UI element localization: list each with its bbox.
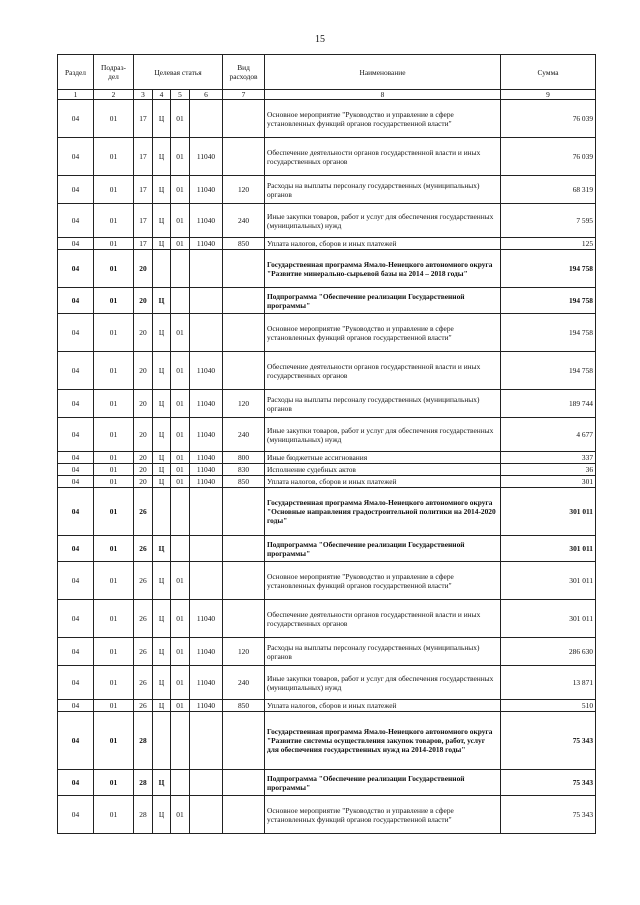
cell-cs-direction: 11040	[190, 204, 223, 238]
cell-cs-program: 20	[134, 418, 153, 452]
cell-cs-subprogram: Ц	[153, 418, 171, 452]
cell-cs-event	[171, 536, 190, 562]
cell-cs-program: 26	[134, 488, 153, 536]
cell-podrazdel: 01	[94, 452, 134, 464]
cell-razdel: 04	[58, 770, 94, 796]
cell-summa: 76 039	[501, 138, 596, 176]
budget-table	[57, 54, 596, 834]
cell-cs-subprogram: Ц	[153, 238, 171, 250]
cell-vid-rashodov: 240	[223, 204, 265, 238]
cell-podrazdel: 01	[94, 176, 134, 204]
cell-cs-event: 01	[171, 418, 190, 452]
cell-cs-direction: 11040	[190, 638, 223, 666]
cell-naimenovanie: Обеспечение деятельности органов государственной власти и иных государственных органов	[265, 600, 501, 638]
cell-cs-subprogram: Ц	[153, 176, 171, 204]
cell-cs-program: 17	[134, 238, 153, 250]
cell-naimenovanie: Иные бюджетные ассигнования	[265, 452, 501, 464]
cell-cs-direction	[190, 536, 223, 562]
cell-cs-subprogram: Ц	[153, 390, 171, 418]
cell-razdel: 04	[58, 464, 94, 476]
cell-cs-event: 01	[171, 476, 190, 488]
col-index: 9	[501, 90, 596, 100]
cell-razdel: 04	[58, 562, 94, 600]
cell-podrazdel: 01	[94, 666, 134, 700]
cell-summa: 194 758	[501, 250, 596, 288]
col-index: 3	[134, 90, 153, 100]
cell-naimenovanie: Расходы на выплаты персоналу государственных (муниципальных) органов	[265, 390, 501, 418]
cell-vid-rashodov	[223, 250, 265, 288]
cell-summa: 301 011	[501, 600, 596, 638]
cell-podrazdel: 01	[94, 536, 134, 562]
cell-cs-direction: 11040	[190, 666, 223, 700]
cell-cs-program: 17	[134, 176, 153, 204]
col-index: 4	[153, 90, 171, 100]
col-index: 7	[223, 90, 265, 100]
cell-summa: 301 011	[501, 488, 596, 536]
table-row	[58, 700, 596, 712]
cell-vid-rashodov	[223, 138, 265, 176]
cell-razdel: 04	[58, 536, 94, 562]
col-index: 6	[190, 90, 223, 100]
col-index: 5	[171, 90, 190, 100]
cell-cs-program: 20	[134, 314, 153, 352]
cell-cs-event: 01	[171, 314, 190, 352]
cell-naimenovanie: Расходы на выплаты персоналу государственных (муниципальных) органов	[265, 638, 501, 666]
table-row	[58, 600, 596, 638]
cell-summa: 337	[501, 452, 596, 464]
cell-podrazdel: 01	[94, 600, 134, 638]
cell-vid-rashodov: 850	[223, 476, 265, 488]
cell-cs-event	[171, 770, 190, 796]
cell-cs-direction: 11040	[190, 390, 223, 418]
cell-cs-program: 26	[134, 562, 153, 600]
cell-cs-program: 20	[134, 250, 153, 288]
cell-cs-event: 01	[171, 176, 190, 204]
cell-vid-rashodov	[223, 562, 265, 600]
cell-cs-program: 20	[134, 288, 153, 314]
col-index: 2	[94, 90, 134, 100]
cell-cs-program: 28	[134, 770, 153, 796]
cell-summa: 301	[501, 476, 596, 488]
cell-cs-program: 20	[134, 464, 153, 476]
cell-razdel: 04	[58, 352, 94, 390]
cell-cs-event: 01	[171, 700, 190, 712]
cell-cs-event	[171, 288, 190, 314]
cell-cs-direction	[190, 288, 223, 314]
table-row	[58, 488, 596, 536]
table-row	[58, 250, 596, 288]
table-row	[58, 536, 596, 562]
cell-vid-rashodov: 830	[223, 464, 265, 476]
cell-naimenovanie: Уплата налогов, сборов и иных платежей	[265, 476, 501, 488]
table-row	[58, 666, 596, 700]
table-row	[58, 390, 596, 418]
table-row	[58, 712, 596, 770]
cell-cs-direction: 11040	[190, 352, 223, 390]
header-vid-rashodov: Вид расходов	[223, 55, 265, 90]
cell-cs-subprogram	[153, 712, 171, 770]
cell-podrazdel: 01	[94, 390, 134, 418]
cell-naimenovanie: Иные закупки товаров, работ и услуг для обеспечения государственных (муниципальных) нужд	[265, 418, 501, 452]
cell-vid-rashodov	[223, 536, 265, 562]
cell-vid-rashodov: 120	[223, 638, 265, 666]
cell-cs-program: 20	[134, 452, 153, 464]
cell-podrazdel: 01	[94, 100, 134, 138]
cell-razdel: 04	[58, 100, 94, 138]
cell-podrazdel: 01	[94, 476, 134, 488]
cell-cs-direction	[190, 796, 223, 834]
cell-cs-event: 01	[171, 100, 190, 138]
cell-cs-event: 01	[171, 452, 190, 464]
cell-cs-direction	[190, 100, 223, 138]
cell-razdel: 04	[58, 712, 94, 770]
cell-cs-event: 01	[171, 638, 190, 666]
header-razdel: Раздел	[58, 55, 94, 90]
cell-razdel: 04	[58, 288, 94, 314]
cell-cs-event: 01	[171, 796, 190, 834]
cell-razdel: 04	[58, 176, 94, 204]
cell-cs-direction: 11040	[190, 238, 223, 250]
cell-cs-subprogram: Ц	[153, 666, 171, 700]
cell-razdel: 04	[58, 700, 94, 712]
cell-cs-program: 17	[134, 100, 153, 138]
cell-cs-event: 01	[171, 352, 190, 390]
cell-vid-rashodov	[223, 488, 265, 536]
cell-razdel: 04	[58, 314, 94, 352]
table-row	[58, 138, 596, 176]
cell-vid-rashodov	[223, 770, 265, 796]
cell-naimenovanie: Расходы на выплаты персоналу государственных (муниципальных) органов	[265, 176, 501, 204]
cell-razdel: 04	[58, 204, 94, 238]
cell-podrazdel: 01	[94, 418, 134, 452]
cell-summa: 75 343	[501, 796, 596, 834]
table-row	[58, 100, 596, 138]
cell-razdel: 04	[58, 638, 94, 666]
cell-podrazdel: 01	[94, 796, 134, 834]
cell-cs-event: 01	[171, 204, 190, 238]
cell-cs-subprogram: Ц	[153, 138, 171, 176]
cell-cs-program: 26	[134, 600, 153, 638]
table-row	[58, 352, 596, 390]
cell-summa: 301 011	[501, 562, 596, 600]
cell-naimenovanie: Обеспечение деятельности органов государственной власти и иных государственных органов	[265, 352, 501, 390]
cell-summa: 125	[501, 238, 596, 250]
table-row	[58, 638, 596, 666]
cell-summa: 194 758	[501, 352, 596, 390]
cell-cs-event: 01	[171, 600, 190, 638]
cell-naimenovanie: Основное мероприятие "Руководство и управление в сфере установленных функций органов государственной власти"	[265, 796, 501, 834]
cell-razdel: 04	[58, 418, 94, 452]
cell-cs-program: 26	[134, 536, 153, 562]
cell-cs-event	[171, 712, 190, 770]
cell-summa: 68 319	[501, 176, 596, 204]
cell-cs-direction: 11040	[190, 176, 223, 204]
cell-summa: 7 595	[501, 204, 596, 238]
cell-cs-direction: 11040	[190, 700, 223, 712]
cell-cs-event: 01	[171, 562, 190, 600]
cell-razdel: 04	[58, 488, 94, 536]
cell-naimenovanie: Исполнение судебных актов	[265, 464, 501, 476]
cell-cs-program: 17	[134, 138, 153, 176]
cell-naimenovanie: Иные закупки товаров, работ и услуг для обеспечения государственных (муниципальных) нужд	[265, 204, 501, 238]
cell-cs-subprogram: Ц	[153, 352, 171, 390]
cell-naimenovanie: Подпрограмма "Обеспечение реализации Государственной программы"	[265, 536, 501, 562]
cell-cs-subprogram: Ц	[153, 476, 171, 488]
cell-naimenovanie: Государственная программа Ямало-Ненецкого автономного округа "Развитие минерально-сырьевой базы на 2014 – 2018 годы"	[265, 250, 501, 288]
cell-cs-event: 01	[171, 464, 190, 476]
cell-cs-subprogram: Ц	[153, 796, 171, 834]
cell-summa: 76 039	[501, 100, 596, 138]
cell-cs-direction: 11040	[190, 418, 223, 452]
cell-cs-direction: 11040	[190, 138, 223, 176]
cell-vid-rashodov: 240	[223, 666, 265, 700]
cell-vid-rashodov	[223, 712, 265, 770]
cell-vid-rashodov	[223, 288, 265, 314]
cell-podrazdel: 01	[94, 204, 134, 238]
table-row	[58, 796, 596, 834]
table-row	[58, 176, 596, 204]
header-naimenovanie: Наименование	[265, 55, 501, 90]
cell-cs-program: 26	[134, 700, 153, 712]
cell-cs-subprogram: Ц	[153, 600, 171, 638]
cell-cs-direction	[190, 712, 223, 770]
cell-naimenovanie: Основное мероприятие "Руководство и управление в сфере установленных функций органов государственной власти"	[265, 314, 501, 352]
cell-razdel: 04	[58, 238, 94, 250]
table-body	[58, 100, 596, 834]
cell-cs-program: 17	[134, 204, 153, 238]
cell-cs-subprogram	[153, 250, 171, 288]
cell-cs-direction	[190, 250, 223, 288]
cell-cs-direction: 11040	[190, 464, 223, 476]
cell-cs-direction	[190, 770, 223, 796]
cell-naimenovanie: Подпрограмма "Обеспечение реализации Государственной программы"	[265, 288, 501, 314]
cell-summa: 75 343	[501, 712, 596, 770]
table-row	[58, 562, 596, 600]
cell-cs-subprogram: Ц	[153, 100, 171, 138]
cell-cs-direction	[190, 562, 223, 600]
cell-vid-rashodov	[223, 600, 265, 638]
cell-podrazdel: 01	[94, 488, 134, 536]
cell-cs-subprogram: Ц	[153, 204, 171, 238]
cell-naimenovanie: Государственная программа Ямало-Ненецкого автономного округа "Развитие системы осуществления закупок товаров, работ, услуг для обеспечения государственных нужд на 2014-2018 годы"	[265, 712, 501, 770]
cell-summa: 75 343	[501, 770, 596, 796]
column-index-row	[58, 90, 596, 100]
cell-cs-direction: 11040	[190, 600, 223, 638]
table-row	[58, 238, 596, 250]
cell-podrazdel: 01	[94, 238, 134, 250]
cell-naimenovanie: Подпрограмма "Обеспечение реализации Государственной программы"	[265, 770, 501, 796]
cell-naimenovanie: Иные закупки товаров, работ и услуг для обеспечения государственных (муниципальных) нужд	[265, 666, 501, 700]
cell-naimenovanie: Уплата налогов, сборов и иных платежей	[265, 700, 501, 712]
cell-vid-rashodov: 850	[223, 700, 265, 712]
cell-naimenovanie: Обеспечение деятельности органов государственной власти и иных государственных органов	[265, 138, 501, 176]
table-row	[58, 452, 596, 464]
cell-podrazdel: 01	[94, 700, 134, 712]
cell-cs-program: 20	[134, 352, 153, 390]
cell-razdel: 04	[58, 796, 94, 834]
cell-cs-direction	[190, 314, 223, 352]
cell-cs-subprogram: Ц	[153, 700, 171, 712]
cell-summa: 194 758	[501, 314, 596, 352]
cell-cs-event: 01	[171, 238, 190, 250]
cell-summa: 194 758	[501, 288, 596, 314]
cell-cs-subprogram: Ц	[153, 770, 171, 796]
cell-vid-rashodov: 120	[223, 176, 265, 204]
cell-cs-event: 01	[171, 390, 190, 418]
col-index: 1	[58, 90, 94, 100]
cell-cs-program: 26	[134, 638, 153, 666]
cell-vid-rashodov	[223, 796, 265, 834]
header-summa: Сумма	[501, 55, 596, 90]
header-row	[58, 55, 596, 90]
col-index: 8	[265, 90, 501, 100]
cell-vid-rashodov	[223, 314, 265, 352]
cell-vid-rashodov	[223, 352, 265, 390]
cell-summa: 36	[501, 464, 596, 476]
cell-razdel: 04	[58, 138, 94, 176]
header-celevaya-statya: Целевая статья	[134, 55, 223, 90]
cell-cs-program: 28	[134, 796, 153, 834]
cell-razdel: 04	[58, 250, 94, 288]
cell-cs-subprogram: Ц	[153, 638, 171, 666]
cell-podrazdel: 01	[94, 562, 134, 600]
cell-vid-rashodov: 240	[223, 418, 265, 452]
cell-podrazdel: 01	[94, 250, 134, 288]
cell-razdel: 04	[58, 476, 94, 488]
cell-podrazdel: 01	[94, 314, 134, 352]
cell-cs-subprogram: Ц	[153, 562, 171, 600]
cell-naimenovanie: Уплата налогов, сборов и иных платежей	[265, 238, 501, 250]
cell-podrazdel: 01	[94, 352, 134, 390]
cell-cs-program: 20	[134, 476, 153, 488]
cell-razdel: 04	[58, 390, 94, 418]
cell-cs-subprogram: Ц	[153, 288, 171, 314]
cell-razdel: 04	[58, 666, 94, 700]
cell-naimenovanie: Государственная программа Ямало-Ненецкого автономного округа "Основные направления градостроительной политики на 2014-2020 годы"	[265, 488, 501, 536]
cell-cs-event: 01	[171, 666, 190, 700]
cell-razdel: 04	[58, 600, 94, 638]
table-row	[58, 314, 596, 352]
cell-cs-subprogram: Ц	[153, 536, 171, 562]
cell-cs-subprogram: Ц	[153, 452, 171, 464]
cell-summa: 510	[501, 700, 596, 712]
cell-cs-event	[171, 488, 190, 536]
table-row	[58, 204, 596, 238]
cell-cs-direction: 11040	[190, 476, 223, 488]
table-row	[58, 770, 596, 796]
cell-podrazdel: 01	[94, 464, 134, 476]
cell-podrazdel: 01	[94, 712, 134, 770]
cell-cs-subprogram: Ц	[153, 314, 171, 352]
cell-cs-event	[171, 250, 190, 288]
cell-podrazdel: 01	[94, 288, 134, 314]
cell-vid-rashodov	[223, 100, 265, 138]
cell-vid-rashodov: 850	[223, 238, 265, 250]
cell-summa: 13 871	[501, 666, 596, 700]
table-row	[58, 476, 596, 488]
cell-cs-program: 20	[134, 390, 153, 418]
cell-vid-rashodov: 120	[223, 390, 265, 418]
cell-summa: 301 011	[501, 536, 596, 562]
cell-cs-program: 28	[134, 712, 153, 770]
cell-summa: 286 630	[501, 638, 596, 666]
header-podrazdel: Подраз-дел	[94, 55, 134, 90]
cell-podrazdel: 01	[94, 138, 134, 176]
table-row	[58, 288, 596, 314]
cell-podrazdel: 01	[94, 770, 134, 796]
cell-cs-direction: 11040	[190, 452, 223, 464]
cell-cs-direction	[190, 488, 223, 536]
cell-cs-program: 26	[134, 666, 153, 700]
cell-cs-subprogram	[153, 488, 171, 536]
cell-naimenovanie: Основное мероприятие "Руководство и управление в сфере установленных функций органов государственной власти"	[265, 100, 501, 138]
cell-summa: 4 677	[501, 418, 596, 452]
cell-naimenovanie: Основное мероприятие "Руководство и управление в сфере установленных функций органов государственной власти"	[265, 562, 501, 600]
cell-podrazdel: 01	[94, 638, 134, 666]
cell-summa: 189 744	[501, 390, 596, 418]
cell-cs-event: 01	[171, 138, 190, 176]
cell-cs-subprogram: Ц	[153, 464, 171, 476]
table-row	[58, 464, 596, 476]
table-row	[58, 418, 596, 452]
cell-vid-rashodov: 800	[223, 452, 265, 464]
cell-razdel: 04	[58, 452, 94, 464]
page-number: 15	[315, 34, 325, 45]
